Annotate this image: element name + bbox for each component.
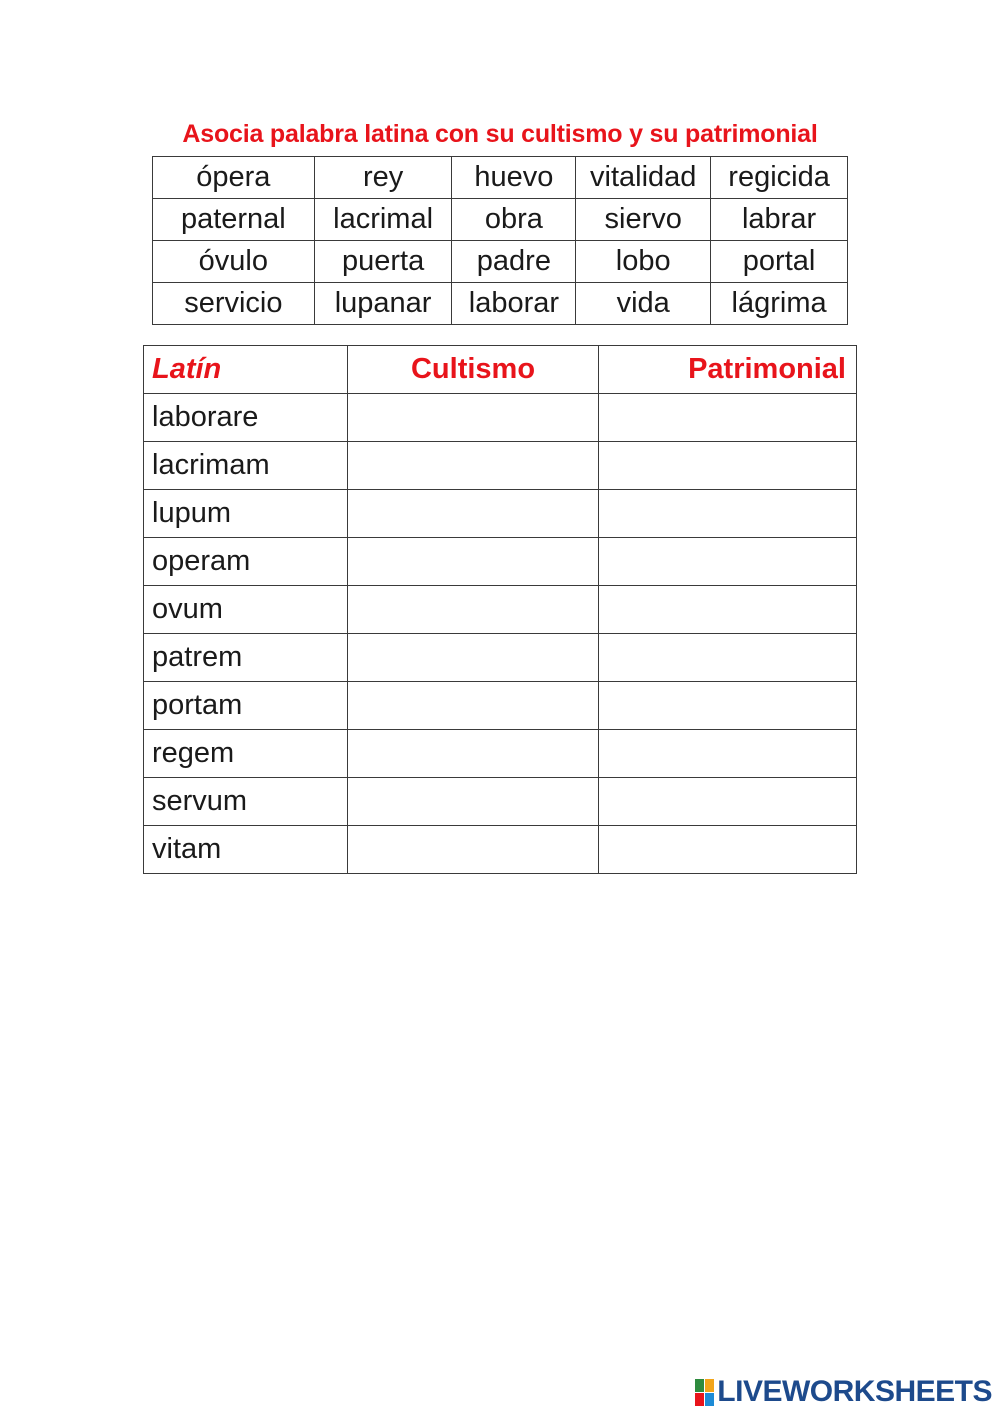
cultismo-answer-cell[interactable] [347, 634, 599, 682]
answer-table [143, 345, 857, 874]
table-row [144, 442, 857, 490]
patrimonial-answer-cell[interactable] [599, 730, 857, 778]
logo-text: LIVEWORKSHEETS [717, 1375, 992, 1408]
word-bank-cell: labrar [711, 199, 848, 241]
latin-word: regem [144, 730, 348, 778]
patrimonial-answer-cell[interactable] [599, 634, 857, 682]
word-bank-row [153, 283, 848, 325]
word-bank-cell: obra [452, 199, 576, 241]
latin-word: lacrimam [144, 442, 348, 490]
word-bank-row [153, 199, 848, 241]
cultismo-answer-cell[interactable] [347, 826, 599, 874]
cultismo-answer-cell[interactable] [347, 730, 599, 778]
latin-word: ovum [144, 586, 348, 634]
word-bank-cell: siervo [576, 199, 711, 241]
latin-word: lupum [144, 490, 348, 538]
word-bank-row [153, 157, 848, 199]
word-bank-cell: vida [576, 283, 711, 325]
table-row [144, 778, 857, 826]
word-bank-cell: paternal [153, 199, 315, 241]
word-bank-cell: portal [711, 241, 848, 283]
word-bank-cell: lobo [576, 241, 711, 283]
cultismo-answer-cell[interactable] [347, 538, 599, 586]
word-bank-cell: servicio [153, 283, 315, 325]
header-patrimonial: Patrimonial [599, 346, 857, 394]
table-row [144, 538, 857, 586]
header-latin: Latín [144, 346, 348, 394]
cultismo-answer-cell[interactable] [347, 682, 599, 730]
word-bank-cell: regicida [711, 157, 848, 199]
word-bank-cell: puerta [314, 241, 452, 283]
latin-word: servum [144, 778, 348, 826]
patrimonial-answer-cell[interactable] [599, 490, 857, 538]
word-bank-cell: óvulo [153, 241, 315, 283]
word-bank-table [152, 156, 848, 325]
word-bank-cell: laborar [452, 283, 576, 325]
word-bank-row [153, 241, 848, 283]
page-title: Asocia palabra latina con su cultismo y su patrimonial [182, 120, 818, 148]
cultismo-answer-cell[interactable] [347, 490, 599, 538]
table-row [144, 826, 857, 874]
header-cultismo: Cultismo [347, 346, 599, 394]
word-bank-cell: lágrima [711, 283, 848, 325]
word-bank-cell: lacrimal [314, 199, 452, 241]
patrimonial-answer-cell[interactable] [599, 778, 857, 826]
logo-mark-icon [695, 1379, 714, 1406]
word-bank-cell: rey [314, 157, 452, 199]
latin-word: vitam [144, 826, 348, 874]
liveworksheets-logo [695, 1377, 992, 1407]
table-row [144, 586, 857, 634]
latin-word: portam [144, 682, 348, 730]
cultismo-answer-cell[interactable] [347, 586, 599, 634]
word-bank-cell: lupanar [314, 283, 452, 325]
table-row [144, 394, 857, 442]
word-bank-cell: huevo [452, 157, 576, 199]
table-row [144, 490, 857, 538]
latin-word: operam [144, 538, 348, 586]
latin-word: patrem [144, 634, 348, 682]
patrimonial-answer-cell[interactable] [599, 586, 857, 634]
word-bank-cell: vitalidad [576, 157, 711, 199]
cultismo-answer-cell[interactable] [347, 394, 599, 442]
patrimonial-answer-cell[interactable] [599, 682, 857, 730]
cultismo-answer-cell[interactable] [347, 778, 599, 826]
patrimonial-answer-cell[interactable] [599, 826, 857, 874]
answer-table-header-row [144, 346, 857, 394]
word-bank-cell: ópera [153, 157, 315, 199]
word-bank-cell: padre [452, 241, 576, 283]
latin-word: laborare [144, 394, 348, 442]
patrimonial-answer-cell[interactable] [599, 442, 857, 490]
table-row [144, 730, 857, 778]
table-row [144, 682, 857, 730]
table-row [144, 634, 857, 682]
patrimonial-answer-cell[interactable] [599, 394, 857, 442]
patrimonial-answer-cell[interactable] [599, 538, 857, 586]
cultismo-answer-cell[interactable] [347, 442, 599, 490]
